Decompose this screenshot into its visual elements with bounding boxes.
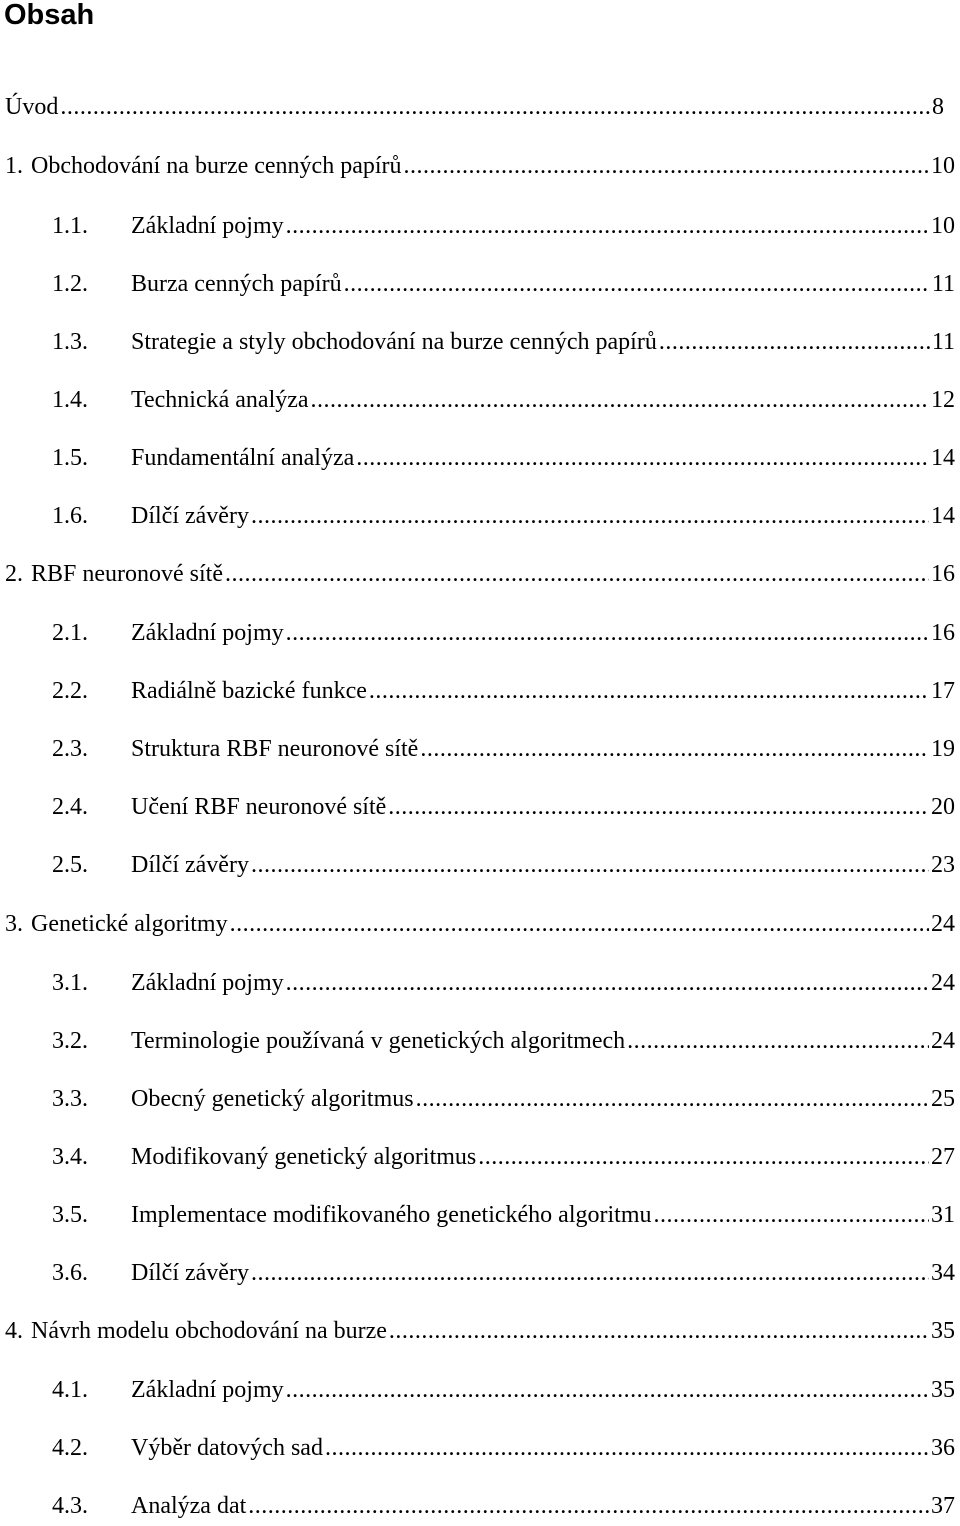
toc-entry-page: 23 [931, 852, 955, 878]
toc-entry-number: 1.2. [52, 271, 88, 297]
toc-dot-leader [404, 151, 929, 181]
toc-entry-3-3[interactable] [52, 1084, 955, 1114]
toc-dot-leader [389, 1316, 929, 1346]
toc-dot-leader [369, 676, 929, 706]
toc-entry-number: 4.1. [52, 1377, 88, 1403]
toc-entry-page: 34 [931, 1260, 955, 1286]
toc-entry-number: 3.5. [52, 1202, 88, 1228]
toc-entry-2-4[interactable] [52, 792, 955, 822]
toc-entry-page: 11 [931, 329, 955, 355]
toc-entry-number: 2.5. [52, 852, 88, 878]
toc-entry-4-2[interactable] [52, 1433, 955, 1463]
toc-entry-number: 3.1. [52, 970, 88, 996]
toc-entry-page: 12 [931, 387, 955, 413]
toc-entry-title: Obchodování na burze cenných papírů [31, 153, 402, 179]
toc-entry-3-5[interactable] [52, 1200, 955, 1230]
toc-entry-1-1[interactable] [52, 211, 955, 241]
toc-entry-title: Dílčí závěry [131, 503, 249, 529]
toc-entry-title: Fundamentální analýza [131, 445, 355, 471]
toc-entry-title: Výběr datových sad [131, 1435, 323, 1461]
toc-entry-title: Struktura RBF neuronové sítě [131, 736, 419, 762]
toc-dot-leader [286, 618, 929, 648]
toc-entry-title: Dílčí závěry [131, 1260, 249, 1286]
toc-dot-leader [416, 1084, 929, 1114]
toc-entry-2-1[interactable] [52, 618, 955, 648]
toc-entry-page: 10 [931, 213, 955, 239]
toc-entry-page: 27 [931, 1144, 955, 1170]
toc-entry-page: 35 [931, 1318, 955, 1344]
toc-dot-leader [251, 501, 929, 531]
toc-entry-title: Základní pojmy [131, 970, 284, 996]
toc-entry-4[interactable] [5, 1316, 955, 1346]
toc-entry-title: Modifikovaný genetický algoritmus [131, 1144, 477, 1170]
toc-entry-number: 2.2. [52, 678, 88, 704]
toc-entry-1-3[interactable] [52, 327, 955, 357]
toc-entry-page: 24 [931, 911, 955, 937]
toc-dot-leader [248, 1491, 929, 1521]
toc-dot-leader [356, 443, 929, 473]
toc-entry-number: 2.3. [52, 736, 88, 762]
toc-dot-leader [627, 1026, 929, 1056]
toc-entry-number: 1.6. [52, 503, 88, 529]
toc-entry-page: 10 [931, 153, 955, 179]
toc-entry-title: Dílčí závěry [131, 852, 249, 878]
toc-entry-title: Genetické algoritmy [31, 911, 228, 937]
toc-entry-number: 2.4. [52, 794, 88, 820]
toc-entry-title: Analýza dat [131, 1493, 247, 1519]
toc-entry-number: 3.3. [52, 1086, 88, 1112]
toc-entry-1-5[interactable] [52, 443, 955, 473]
toc-entry-3-2[interactable] [52, 1026, 955, 1056]
toc-entry-title: Technická analýza [131, 387, 309, 413]
toc-dot-leader [230, 909, 929, 939]
toc-entry-number: 3. [5, 911, 23, 937]
toc-dot-leader [420, 734, 929, 764]
toc-entry-4-3[interactable] [52, 1491, 955, 1521]
toc-dot-leader [659, 327, 930, 357]
toc-dot-leader [286, 968, 929, 998]
toc-entry-page: 31 [931, 1202, 955, 1228]
toc-entry-page: 24 [931, 970, 955, 996]
toc-entry-title: Základní pojmy [131, 620, 284, 646]
toc-entry-number: 4.3. [52, 1493, 88, 1519]
toc-entry-2[interactable] [5, 559, 955, 589]
toc-entry-page: 25 [931, 1086, 955, 1112]
toc-entry-page: 37 [931, 1493, 955, 1519]
toc-entry-page: 16 [931, 620, 955, 646]
toc-entry-number: 1.3. [52, 329, 88, 355]
toc-dot-leader [344, 269, 930, 299]
toc-entry-page: 19 [931, 736, 955, 762]
toc-entry-3-6[interactable] [52, 1258, 955, 1288]
page-title: Obsah [4, 0, 95, 31]
toc-entry-page: 24 [931, 1028, 955, 1054]
toc-entry-title: Terminologie používaná v genetických algoritmech [131, 1028, 626, 1054]
toc-entry-title: Implementace modifikovaného genetického algoritmu [131, 1202, 652, 1228]
toc-entry-3-1[interactable] [52, 968, 955, 998]
toc-entry-number: 2. [5, 561, 23, 587]
toc-entry-title: Učení RBF neuronové sítě [131, 794, 387, 820]
toc-entry-number: 2.1. [52, 620, 88, 646]
toc-entry-1-4[interactable] [52, 385, 955, 415]
toc-dot-leader [311, 385, 929, 415]
toc-entry-4-1[interactable] [52, 1375, 955, 1405]
toc-dot-leader [388, 792, 929, 822]
toc-dot-leader [286, 1375, 929, 1405]
toc-dot-leader [478, 1142, 929, 1172]
toc-entry-title: Základní pojmy [131, 213, 284, 239]
toc-entry-2-3[interactable] [52, 734, 955, 764]
toc-entry-3[interactable] [5, 909, 955, 939]
toc-dot-leader [225, 559, 929, 589]
toc-entry-page: 8 [932, 94, 944, 120]
toc-entry-title: Základní pojmy [131, 1377, 284, 1403]
toc-entry-number: 3.2. [52, 1028, 88, 1054]
toc-entry-1-2[interactable] [52, 269, 955, 299]
toc-entry-number: 1.1. [52, 213, 88, 239]
toc-dot-leader [325, 1433, 929, 1463]
toc-entry-title: Návrh modelu obchodování na burze [31, 1318, 387, 1344]
toc-dot-leader [251, 850, 929, 880]
toc-entry-page: 16 [931, 561, 955, 587]
toc-dot-leader [654, 1200, 930, 1230]
toc-entry-number: 4. [5, 1318, 23, 1344]
toc-entry-title: Burza cenných papírů [131, 271, 342, 297]
toc-entry-title: Radiálně bazické funkce [131, 678, 367, 704]
toc-entry-3-4[interactable] [52, 1142, 955, 1172]
toc-entry-uvod[interactable] [5, 92, 944, 122]
toc-entry-page: 20 [931, 794, 955, 820]
toc-entry-title: Úvod [5, 94, 59, 120]
toc-entry-title: Obecný genetický algoritmus [131, 1086, 414, 1112]
toc-entry-2-5[interactable] [52, 850, 955, 880]
toc-entry-1-6[interactable] [52, 501, 955, 531]
toc-entry-page: 14 [931, 445, 955, 471]
toc-entry-number: 3.4. [52, 1144, 88, 1170]
toc-entry-number: 4.2. [52, 1435, 88, 1461]
toc-entry-page: 11 [931, 271, 955, 297]
toc-entry-page: 17 [931, 678, 955, 704]
toc-entry-page: 35 [931, 1377, 955, 1403]
toc-entry-number: 1. [5, 153, 23, 179]
toc-entry-1[interactable] [5, 151, 955, 181]
toc-entry-page: 36 [931, 1435, 955, 1461]
toc-entry-number: 3.6. [52, 1260, 88, 1286]
toc-entry-number: 1.4. [52, 387, 88, 413]
toc-entry-page: 14 [931, 503, 955, 529]
toc-entry-2-2[interactable] [52, 676, 955, 706]
toc-dot-leader [251, 1258, 929, 1288]
toc-entry-title: RBF neuronové sítě [31, 561, 223, 587]
toc-dot-leader [60, 92, 930, 122]
toc-entry-number: 1.5. [52, 445, 88, 471]
toc-entry-title: Strategie a styly obchodování na burze cenných papírů [131, 329, 657, 355]
toc-dot-leader [286, 211, 929, 241]
